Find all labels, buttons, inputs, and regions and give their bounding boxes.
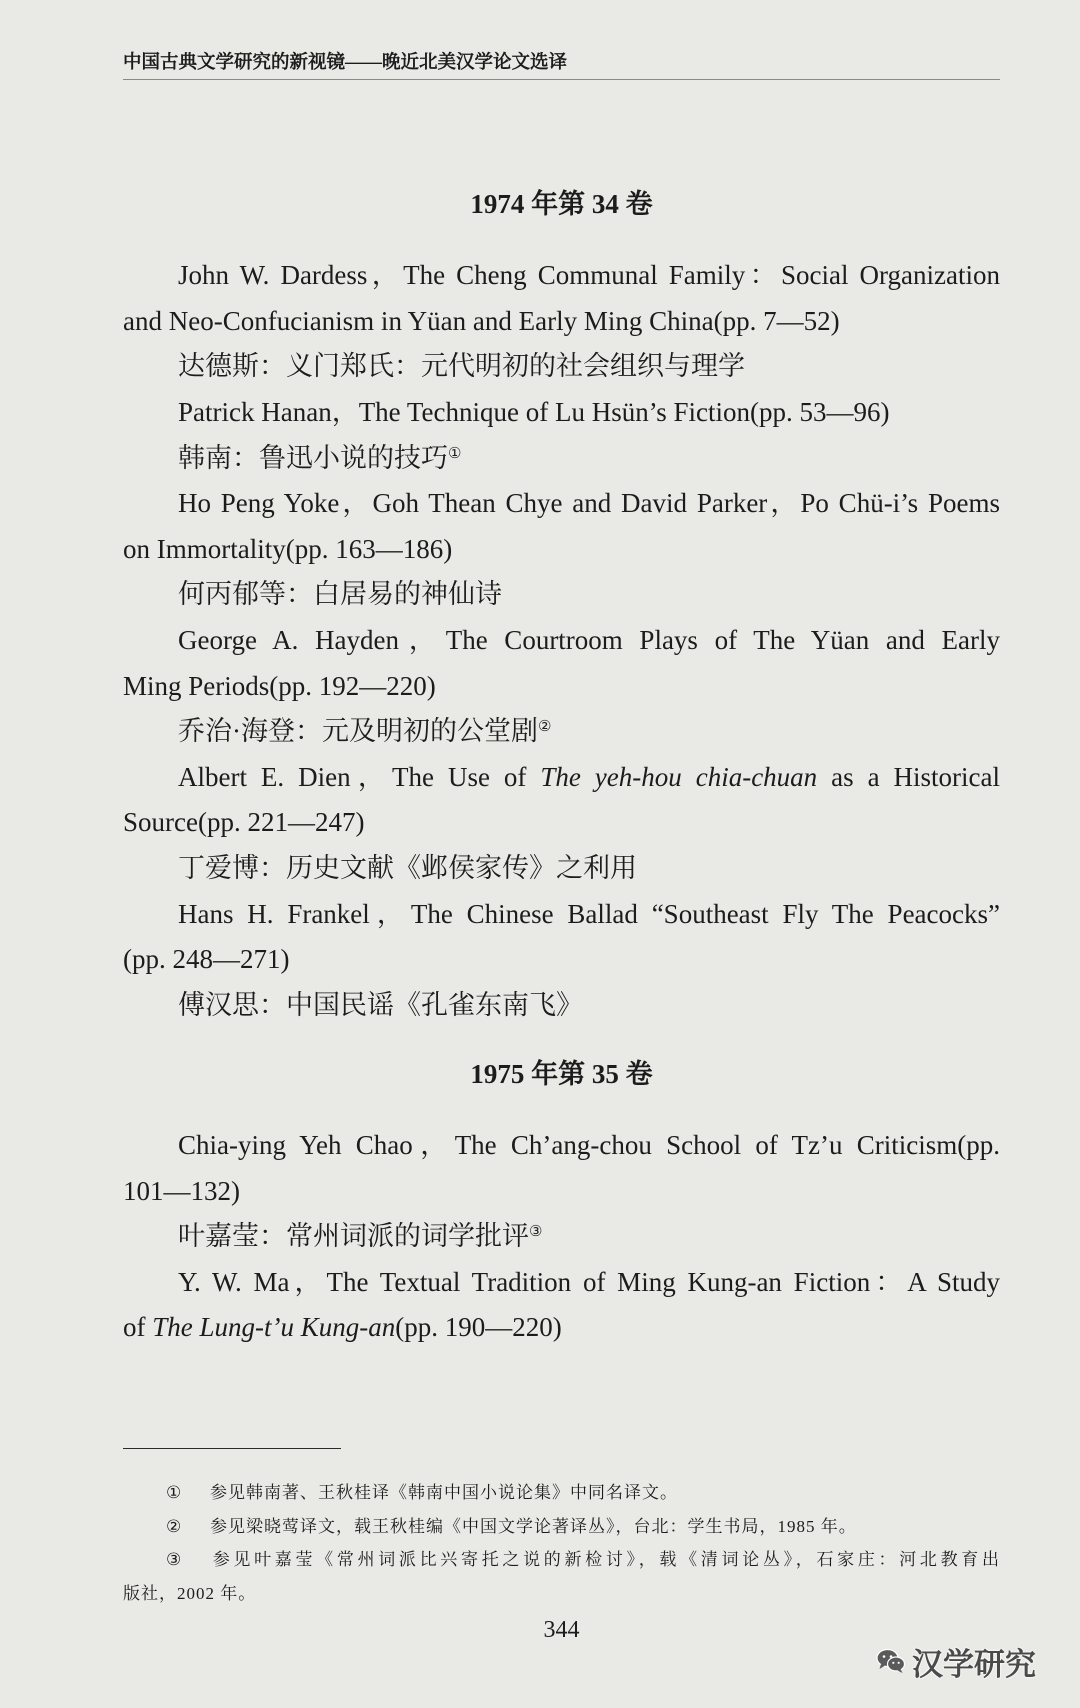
footnotes [123, 1476, 1000, 1610]
footnote-marker: ① [166, 1483, 183, 1502]
citation-line [123, 253, 1000, 299]
footnote-ref: ② [538, 719, 552, 736]
citation-line [123, 664, 1000, 710]
citation-line [123, 1260, 1000, 1306]
bibliography-entry [123, 892, 1000, 1029]
citation-line [123, 390, 1000, 436]
citation-line [123, 1123, 1000, 1169]
footnote-marker: ② [166, 1516, 183, 1536]
chinese-title-text: 丁爱博：历史文献《邺侯家传》之利用 [178, 853, 637, 883]
citation-line [123, 527, 1000, 573]
bibliography-entry [123, 755, 1000, 892]
bibliography-entry [123, 1260, 1000, 1351]
page-number: 344 [543, 1617, 580, 1643]
citation-text: of [123, 1312, 153, 1343]
citation-line [123, 481, 1000, 527]
bibliography-entry [123, 1123, 1000, 1260]
chinese-title [123, 709, 1000, 755]
bibliography-entry [123, 253, 1000, 390]
watermark-text: 汉学研究 [912, 1646, 1036, 1683]
header-rule [123, 79, 1000, 80]
footnote [123, 1543, 1000, 1577]
citation-line [123, 800, 1000, 846]
bibliography-entry [123, 481, 1000, 618]
citation-line [123, 299, 1000, 345]
citation-text: Y. W. Ma，The Textual Tradition of Ming Kung-an Fiction：A Study [178, 1266, 1000, 1297]
chinese-title [123, 1214, 1000, 1260]
chinese-title [123, 436, 1000, 482]
chinese-title [123, 846, 1000, 892]
watermark [876, 1644, 1036, 1683]
volume-heading: 1974 年第 34 卷 [470, 189, 653, 219]
chinese-title-text: 韩南：鲁迅小说的技巧 [178, 442, 448, 473]
citation-line [123, 1305, 1000, 1351]
running-header: 中国古典文学研究的新视镜——晚近北美汉学论文选译 [123, 53, 568, 73]
footnote-ref: ③ [529, 1224, 543, 1241]
footnote-text: 参见叶嘉莹《常州词派比兴寄托之说的新检讨》，载《清词论丛》，石家庄：河北教育出 [210, 1550, 1000, 1569]
citation-text: on Immortality(pp. 163—186) [123, 533, 453, 564]
footnote-ref: ① [448, 445, 462, 462]
chinese-title [123, 344, 1000, 390]
chinese-title-text: 叶嘉莹：常州词派的词学批评 [178, 1221, 529, 1252]
citation-text: and Neo-Confucianism in Yüan and Early Ming China(pp. 7—52) [123, 305, 840, 336]
citation-text: as a Historical [817, 761, 1000, 792]
citation-text: John W. Dardess，The Cheng Communal Family：Social Organization [178, 260, 1000, 291]
footnote [123, 1510, 1000, 1544]
footnote-text: 参见梁晓莺译文，载王秋桂编《中国文学论著译丛》，台北：学生书局，1985 年。 [210, 1516, 857, 1536]
footnote-text: 参见韩南著、王秋桂译《韩南中国小说论集》中同名译文。 [210, 1483, 678, 1502]
chinese-title-text: 达德斯：义门郑氏：元代明初的社会组织与理学 [178, 351, 745, 382]
chinese-title [123, 983, 1000, 1029]
citation-text: Chia-ying Yeh Chao，The Ch’ang-chou School of Tz’u Criticism(pp. [178, 1130, 1000, 1161]
citation-text: George A. Hayden，The Courtroom Plays of The Yüan and Early [178, 625, 1000, 656]
citation-text: Hans H. Frankel，The Chinese Ballad “Southeast Fly The Peacocks” [178, 898, 1000, 929]
chinese-title [123, 572, 1000, 618]
footnote-text: 版社，2002 年。 [123, 1583, 257, 1603]
italic-source-title: The Lung-t’u Kung-an [152, 1312, 396, 1343]
citation-text: (pp. 190—220) [395, 1312, 562, 1343]
footnote-rule [123, 1448, 341, 1449]
citation-text: Source(pp. 221—247) [123, 807, 365, 838]
citation-text: (pp. 248—271) [123, 944, 290, 975]
citation-line [123, 618, 1000, 664]
footnote [123, 1476, 1000, 1510]
footnote-continuation [123, 1577, 1000, 1611]
citation-text: Albert E. Dien，The Use of [178, 761, 541, 792]
chinese-title-text: 何丙郁等：白居易的神仙诗 [178, 579, 502, 610]
footnote-marker: ③ [166, 1550, 183, 1569]
wechat-icon [876, 1648, 906, 1674]
citation-text: 101—132) [123, 1175, 240, 1206]
volume-section [123, 1052, 1000, 1351]
bibliography-entry [123, 390, 1000, 481]
citation-line [123, 892, 1000, 938]
chinese-title-text: 乔治·海登：元及明初的公堂剧 [178, 716, 538, 747]
citation-line [123, 937, 1000, 983]
chinese-title-text: 傅汉思：中国民谣《孔雀东南飞》 [178, 989, 583, 1020]
citation-line [123, 1169, 1000, 1215]
bibliography-body [123, 182, 1000, 1351]
volume-section [123, 182, 1000, 1028]
citation-text: Patrick Hanan，The Technique of Lu Hsün’s Fiction(pp. 53—96) [178, 397, 890, 428]
bibliography-entry [123, 618, 1000, 755]
citation-line [123, 755, 1000, 801]
italic-source-title: The yeh-hou chia-chuan [540, 761, 818, 792]
citation-text: Ming Periods(pp. 192—220) [123, 670, 436, 701]
volume-heading: 1975 年第 35 卷 [470, 1058, 653, 1089]
citation-text: Ho Peng Yoke，Goh Thean Chye and David Parker，Po Chü-i’s Poems [178, 488, 1000, 519]
